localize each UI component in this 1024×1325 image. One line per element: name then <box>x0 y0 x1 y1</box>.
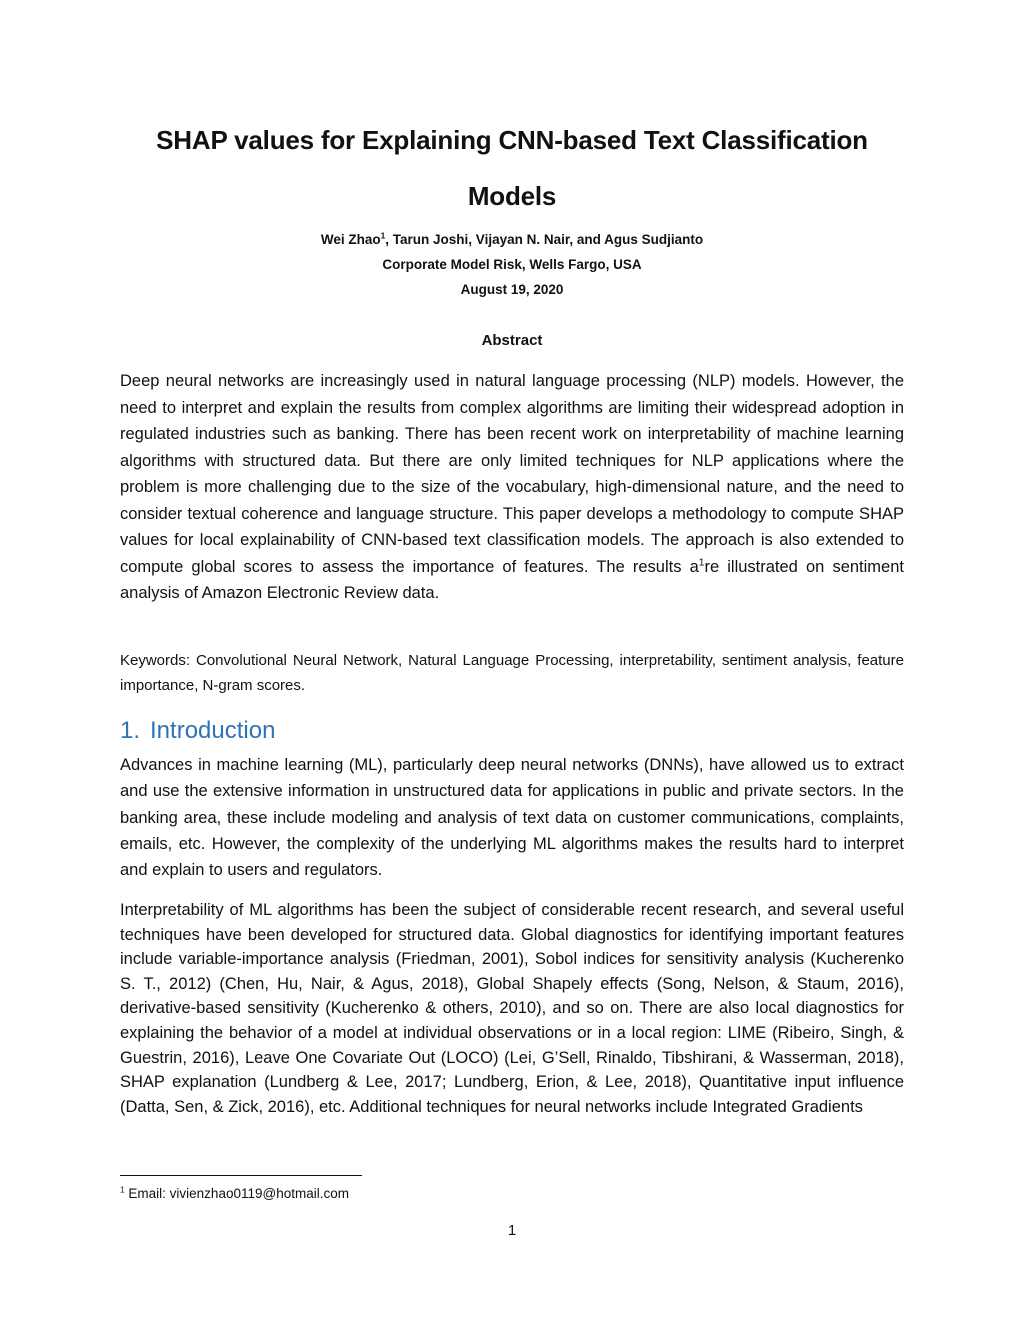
abstract-text-part-1: Deep neural networks are increasingly used in natural language processing (NLP) models. However, the need to interpret and explain the results from complex algorithms are limiting their widespread adoption in regulated industries such as banking. There has been recent work on interpretability of machine learning algorithms with structured data. But there are only limited techniques for NLP applications where the problem is more challenging due to the size of the vocabulary, high-dimensional nature, and the need to consider textual coherence and language structure. This paper develops a methodology to compute SHAP values for local explainability of CNN-based text classification models. The approach is also extended to compute global scores to assess the importance of features. The results a <box>120 372 904 576</box>
footnote-divider <box>120 1175 362 1176</box>
page-number: 1 <box>507 1222 517 1239</box>
keywords: Keywords: Convolutional Neural Network, Natural Language Processing, interpretability, sentiment analysis, feature importance, N-gram scores. <box>120 652 904 694</box>
affiliation: Corporate Model Risk, Wells Fargo, USA <box>382 257 642 272</box>
first-author: Wei Zhao <box>320 232 381 247</box>
footnote <box>120 1186 349 1201</box>
intro-paragraph-1: Advances in machine learning (ML), particularly deep neural networks (DNNs), have allowed us to extract and use the extensive information in unstructured data for applications in public and private sectors. In the banking area, these include modeling and analysis of text data on customer communications, complaints, emails, etc. However, the complexity of the underlying ML algorithms makes the results hard to interpret and explain to users and regulators. <box>120 756 904 880</box>
section-number: 1. <box>120 717 141 744</box>
section-heading-introduction <box>120 717 275 745</box>
other-authors: , Tarun Joshi, Vijayan N. Nair, and Agus Sudjianto <box>385 232 704 247</box>
title-line-1: SHAP values for Explaining CNN-based Text Classification <box>156 125 868 155</box>
paper-title <box>120 112 904 224</box>
abstract-text <box>120 368 904 607</box>
abstract-heading: Abstract <box>481 332 543 349</box>
section-title: Introduction <box>150 717 276 744</box>
author-list <box>120 232 904 247</box>
publication-date: August 19, 2020 <box>460 282 564 297</box>
title-line-2: Models <box>467 181 557 211</box>
footnote-text: Email: vivienzhao0119@hotmail.com <box>124 1186 349 1201</box>
abstract-text-part-2: re illustrated on sentiment analysis of Amazon Electronic Review data. <box>120 557 904 602</box>
author-footnote-mark: 1 <box>380 230 386 241</box>
abstract-superscript: 1 <box>698 557 705 568</box>
footnote-mark: 1 <box>120 1184 125 1195</box>
intro-paragraph-2: Interpretability of ML algorithms has been the subject of considerable recent research, and several useful techniques have been developed for structured data. Global diagnostics for identifying important features include variable-importance analysis (Friedman, 2001), Sobol indices for sensitivity analysis (Kucherenko S. T., 2012) (Chen, Hu, Nair, & Agus, 2018), Global Shapely effects (Song, Nelson, & Staum, 2016), derivative-based sensitivity (Kucherenko & others, 2010), and so on. There are also local diagnostics for explaining the behavior of a model at individual observations or in a local region: LIME (Ribeiro, Singh, & Guestrin, 2016), Leave One Covariate Out (LOCO) (Lei, G’Sell, Rinaldo, Tibshirani, & Wasserman, 2018), SHAP explanation (Lundberg & Lee, 2017; Lundberg, Erion, & Lee, 2018), Quantitative input influence (Datta, Sen, & Zick, 2016), etc. Additional techniques for neural networks include Integrated Gradients <box>120 901 904 1116</box>
